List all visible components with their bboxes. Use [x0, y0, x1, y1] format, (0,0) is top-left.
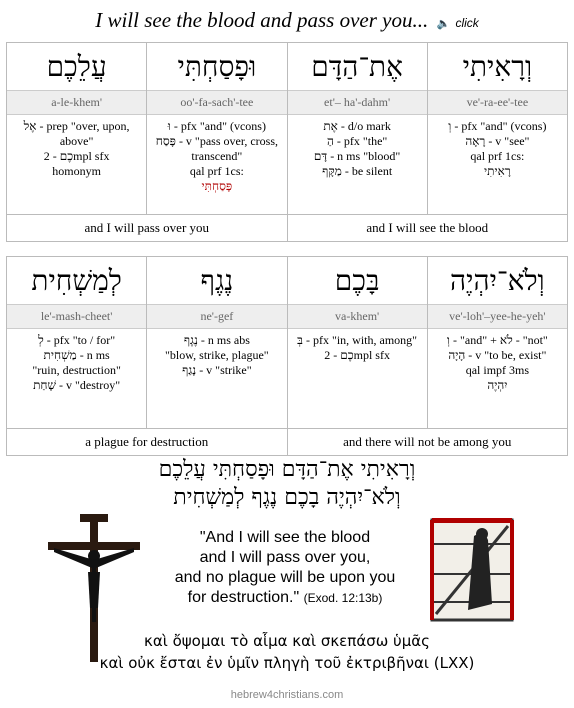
phrase-gloss: a plague for destruction	[7, 429, 288, 455]
speaker-icon[interactable]: 🔈	[436, 18, 451, 30]
note-line: וְ - pfx "and" (vcons)	[448, 119, 547, 133]
note-line: אֶל - prep "over, upon, above"	[23, 119, 130, 148]
hebrew-word: עֲלֵכֶם	[7, 43, 146, 91]
note-line: הַ - pfx "the"	[326, 134, 388, 148]
quote-line: and no plague will be upon you	[174, 569, 396, 586]
transliteration: va-khem'	[288, 305, 427, 329]
hebrew-word: בָּכֶם	[288, 257, 427, 305]
hebrew-word: וְלֹא־יִהְיֶה	[428, 257, 567, 305]
doorpost-image	[428, 514, 516, 622]
word-table-1	[6, 42, 568, 242]
transliteration: et'– ha'-dahm'	[288, 91, 427, 115]
phrase-gloss: and I will pass over you	[7, 215, 288, 241]
note-line: נֶגֶף - n ms abs	[183, 333, 250, 347]
note-line: וְ - "and" + לֹא - "not"	[446, 333, 548, 347]
hebrew-word: וּפָסַחְתִּי	[147, 43, 286, 91]
quote-line: "And I will see the blood	[199, 529, 371, 546]
transliteration: a-le-khem'	[7, 91, 146, 115]
note-line: הָיָה - v "to be, exist"	[448, 348, 547, 362]
note-line: לְ - pfx "to / for"	[38, 333, 116, 347]
grammar-notes	[147, 329, 286, 429]
verse-english-quote	[150, 528, 420, 608]
transliteration: le'-mash-cheet'	[7, 305, 146, 329]
note-line: דָּם - n ms "blood"	[313, 149, 401, 163]
site-footer[interactable]: hebrew4christians.com	[230, 689, 344, 701]
note-line: מַשְׁחִית - n ms	[43, 348, 110, 362]
note-line: פָּסַח - v "pass over, cross, transcend"	[155, 134, 279, 163]
hebrew-word: וְרָאִיתִי	[428, 43, 567, 91]
note-line: בְּ - pfx "in, with, among"	[297, 333, 418, 347]
grammar-notes	[7, 115, 146, 215]
phrase-gloss: and I will see the blood	[366, 220, 489, 235]
note-line: רָאִיתִי	[484, 164, 511, 178]
greek-line-1: καὶ ὄψομαι τὸ αἷμα καὶ σκεπάσω ὑμᾶς	[144, 632, 430, 650]
note-line: רָאָה - v "see"	[465, 134, 530, 148]
grammar-notes	[147, 115, 286, 215]
verse-hebrew-line-2: וְלֹא־יִהְיֶה בָכֶם נֶגֶף לְמַשְׁחִית	[173, 485, 401, 510]
grammar-notes	[288, 329, 427, 429]
quote-line	[150, 588, 420, 608]
note-line: "blow, strike, plague"	[165, 348, 269, 362]
verse-hebrew-line-1: וְרָאִיתִי אֶת־הַדָּם וּפָסַחְתִּי עֲלֵכֶם	[158, 457, 416, 482]
quote-line-text: for destruction."	[187, 589, 300, 606]
note-line: נָגַף - v "strike"	[182, 363, 252, 377]
hebrew-word: אֶת־הַדָּם	[288, 43, 427, 91]
grammar-notes	[7, 329, 146, 429]
grammar-notes	[288, 115, 427, 215]
transliteration: oo'-fa-sach'-tee	[147, 91, 286, 115]
note-line: וּ - pfx "and" (vcons)	[167, 119, 266, 133]
note-line: כֶם - 2mpl sfx	[43, 149, 110, 163]
title-text: I will see the blood and pass over you...	[95, 8, 429, 32]
note-line: אֶת - d/o mark	[323, 119, 391, 133]
hebrew-word: לְמַשְׁחִית	[7, 257, 146, 305]
note-line: כֶם - 2mpl sfx	[324, 348, 390, 362]
note-line: homonym	[52, 164, 101, 178]
note-line: qal prf 1cs:	[470, 149, 525, 163]
transliteration: ve'-loh'–yee-he-yeh'	[428, 305, 567, 329]
note-line: יִהְיֶה	[487, 378, 508, 392]
verse-reference: (Exod. 12:13b)	[303, 591, 383, 605]
note-line: מַקָּף - be silent	[322, 164, 393, 178]
page-title	[0, 8, 574, 33]
phrase-gloss: and there will not be among you	[343, 434, 512, 449]
greek-line-2: καὶ οὐκ ἔσται ἐν ὑμῖν πληγὴ τοῦ ἐκτριβῆναι (LXX)	[99, 654, 475, 672]
transliteration: ne'-gef	[147, 305, 286, 329]
hebrew-word: נֶגֶף	[147, 257, 286, 305]
note-line: qal impf 3ms	[465, 363, 530, 377]
note-line: שָׁחַת - v "destroy"	[33, 378, 121, 392]
grammar-notes	[428, 115, 567, 215]
note-line: qal prf 1cs:	[189, 164, 244, 178]
word-table-2	[6, 256, 568, 456]
grammar-notes	[428, 329, 567, 429]
transliteration: ve'-ra-ee'-tee	[428, 91, 567, 115]
quote-line: and I will pass over you,	[199, 549, 371, 566]
audio-click-link[interactable]: click	[455, 16, 479, 30]
note-line: פָּסַחְתִּי	[201, 179, 233, 193]
note-line: "ruin, destruction"	[32, 363, 121, 377]
